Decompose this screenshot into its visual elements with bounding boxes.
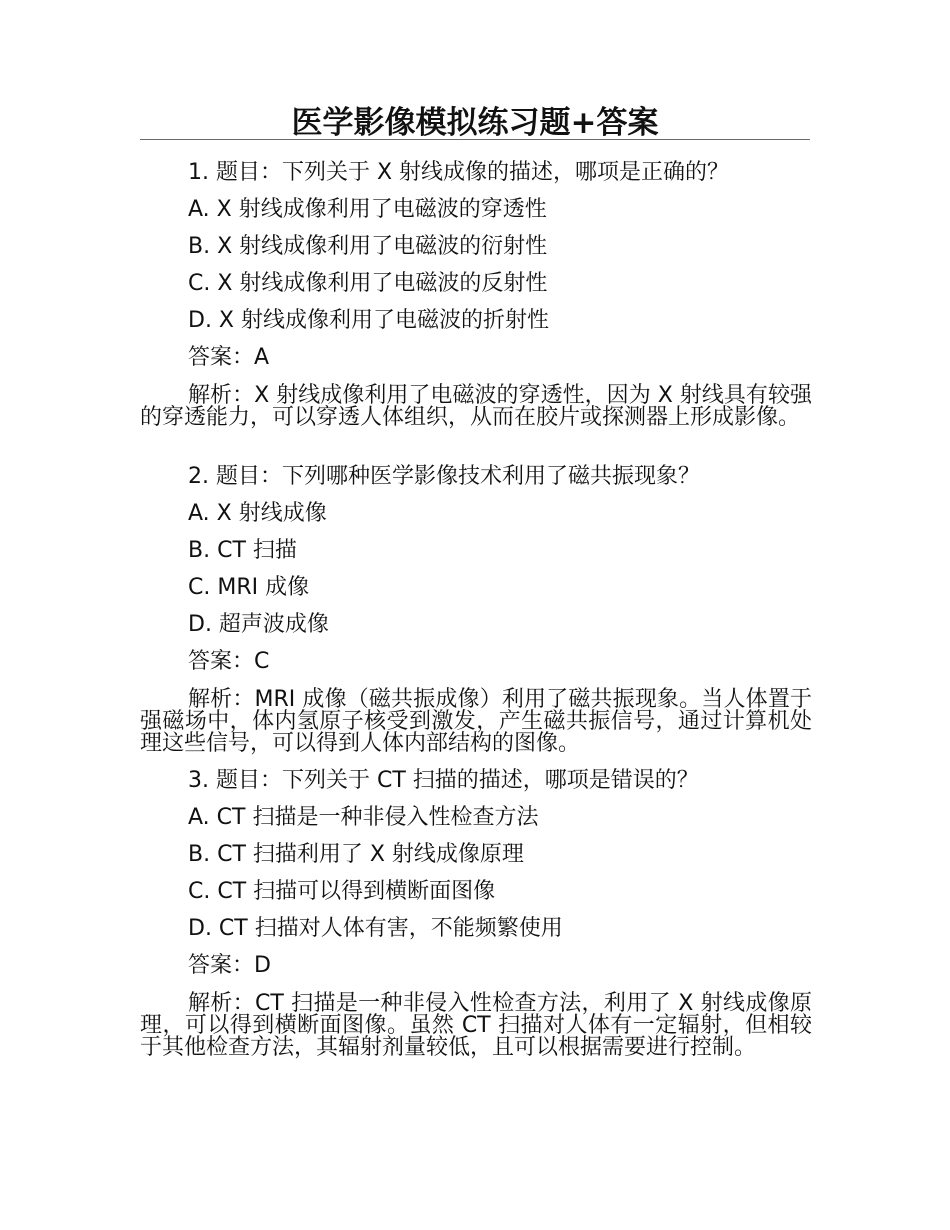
question-3-text: 3. 题目：下列关于 CT 扫描的描述，哪项是错误的？ <box>188 768 699 793</box>
question-2-answer: 答案：C <box>188 649 270 674</box>
question-2-option-c: C. MRI 成像 <box>188 575 310 600</box>
question-2-option-b: B. CT 扫描 <box>188 538 297 563</box>
question-2-explanation: 解析：MRI 成像（磁共振成像）利用了磁共振现象。当人体置于强磁场中，体内氢原子核受到激发，产生磁共振信号，通过计算机处理这些信号，可以得到人体内部结构的图像。 <box>140 687 812 756</box>
question-2-text: 2. 题目：下列哪种医学影像技术利用了磁共振现象？ <box>188 464 700 489</box>
question-1-option-c: C. X 射线成像利用了电磁波的反射性 <box>188 271 548 296</box>
question-2-option-d: D. 超声波成像 <box>188 612 329 637</box>
question-3-answer: 答案：D <box>188 953 271 978</box>
question-1-option-a: A. X 射线成像利用了电磁波的穿透性 <box>188 197 547 222</box>
title-underline <box>140 139 810 140</box>
question-1-answer: 答案：A <box>188 345 270 370</box>
question-3-option-a: A. CT 扫描是一种非侵入性检查方法 <box>188 805 539 830</box>
question-1-text: 1. 题目：下列关于 X 射线成像的描述，哪项是正确的？ <box>188 160 730 185</box>
page-title: 医学影像模拟练习题+答案 <box>291 105 659 141</box>
question-1-option-d: D. X 射线成像利用了电磁波的折射性 <box>188 308 549 333</box>
question-3-option-b: B. CT 扫描利用了 X 射线成像原理 <box>188 842 524 867</box>
question-1-option-b: B. X 射线成像利用了电磁波的衍射性 <box>188 234 548 259</box>
question-3-option-d: D. CT 扫描对人体有害，不能频繁使用 <box>188 916 563 941</box>
question-2-option-a: A. X 射线成像 <box>188 501 327 526</box>
question-3-option-c: C. CT 扫描可以得到横断面图像 <box>188 879 496 904</box>
question-1-explanation: 解析：X 射线成像利用了电磁波的穿透性，因为 X 射线具有较强的穿透能力，可以穿透人体组织，从而在胶片或探测器上形成影像。 <box>140 383 812 430</box>
question-3-explanation: 解析：CT 扫描是一种非侵入性检查方法，利用了 X 射线成像原理，可以得到横断面图像。虽然 CT 扫描对人体有一定辐射，但相较于其他检查方法，其辐射剂量较低，且可以根据需要进行控制。 <box>140 991 812 1060</box>
